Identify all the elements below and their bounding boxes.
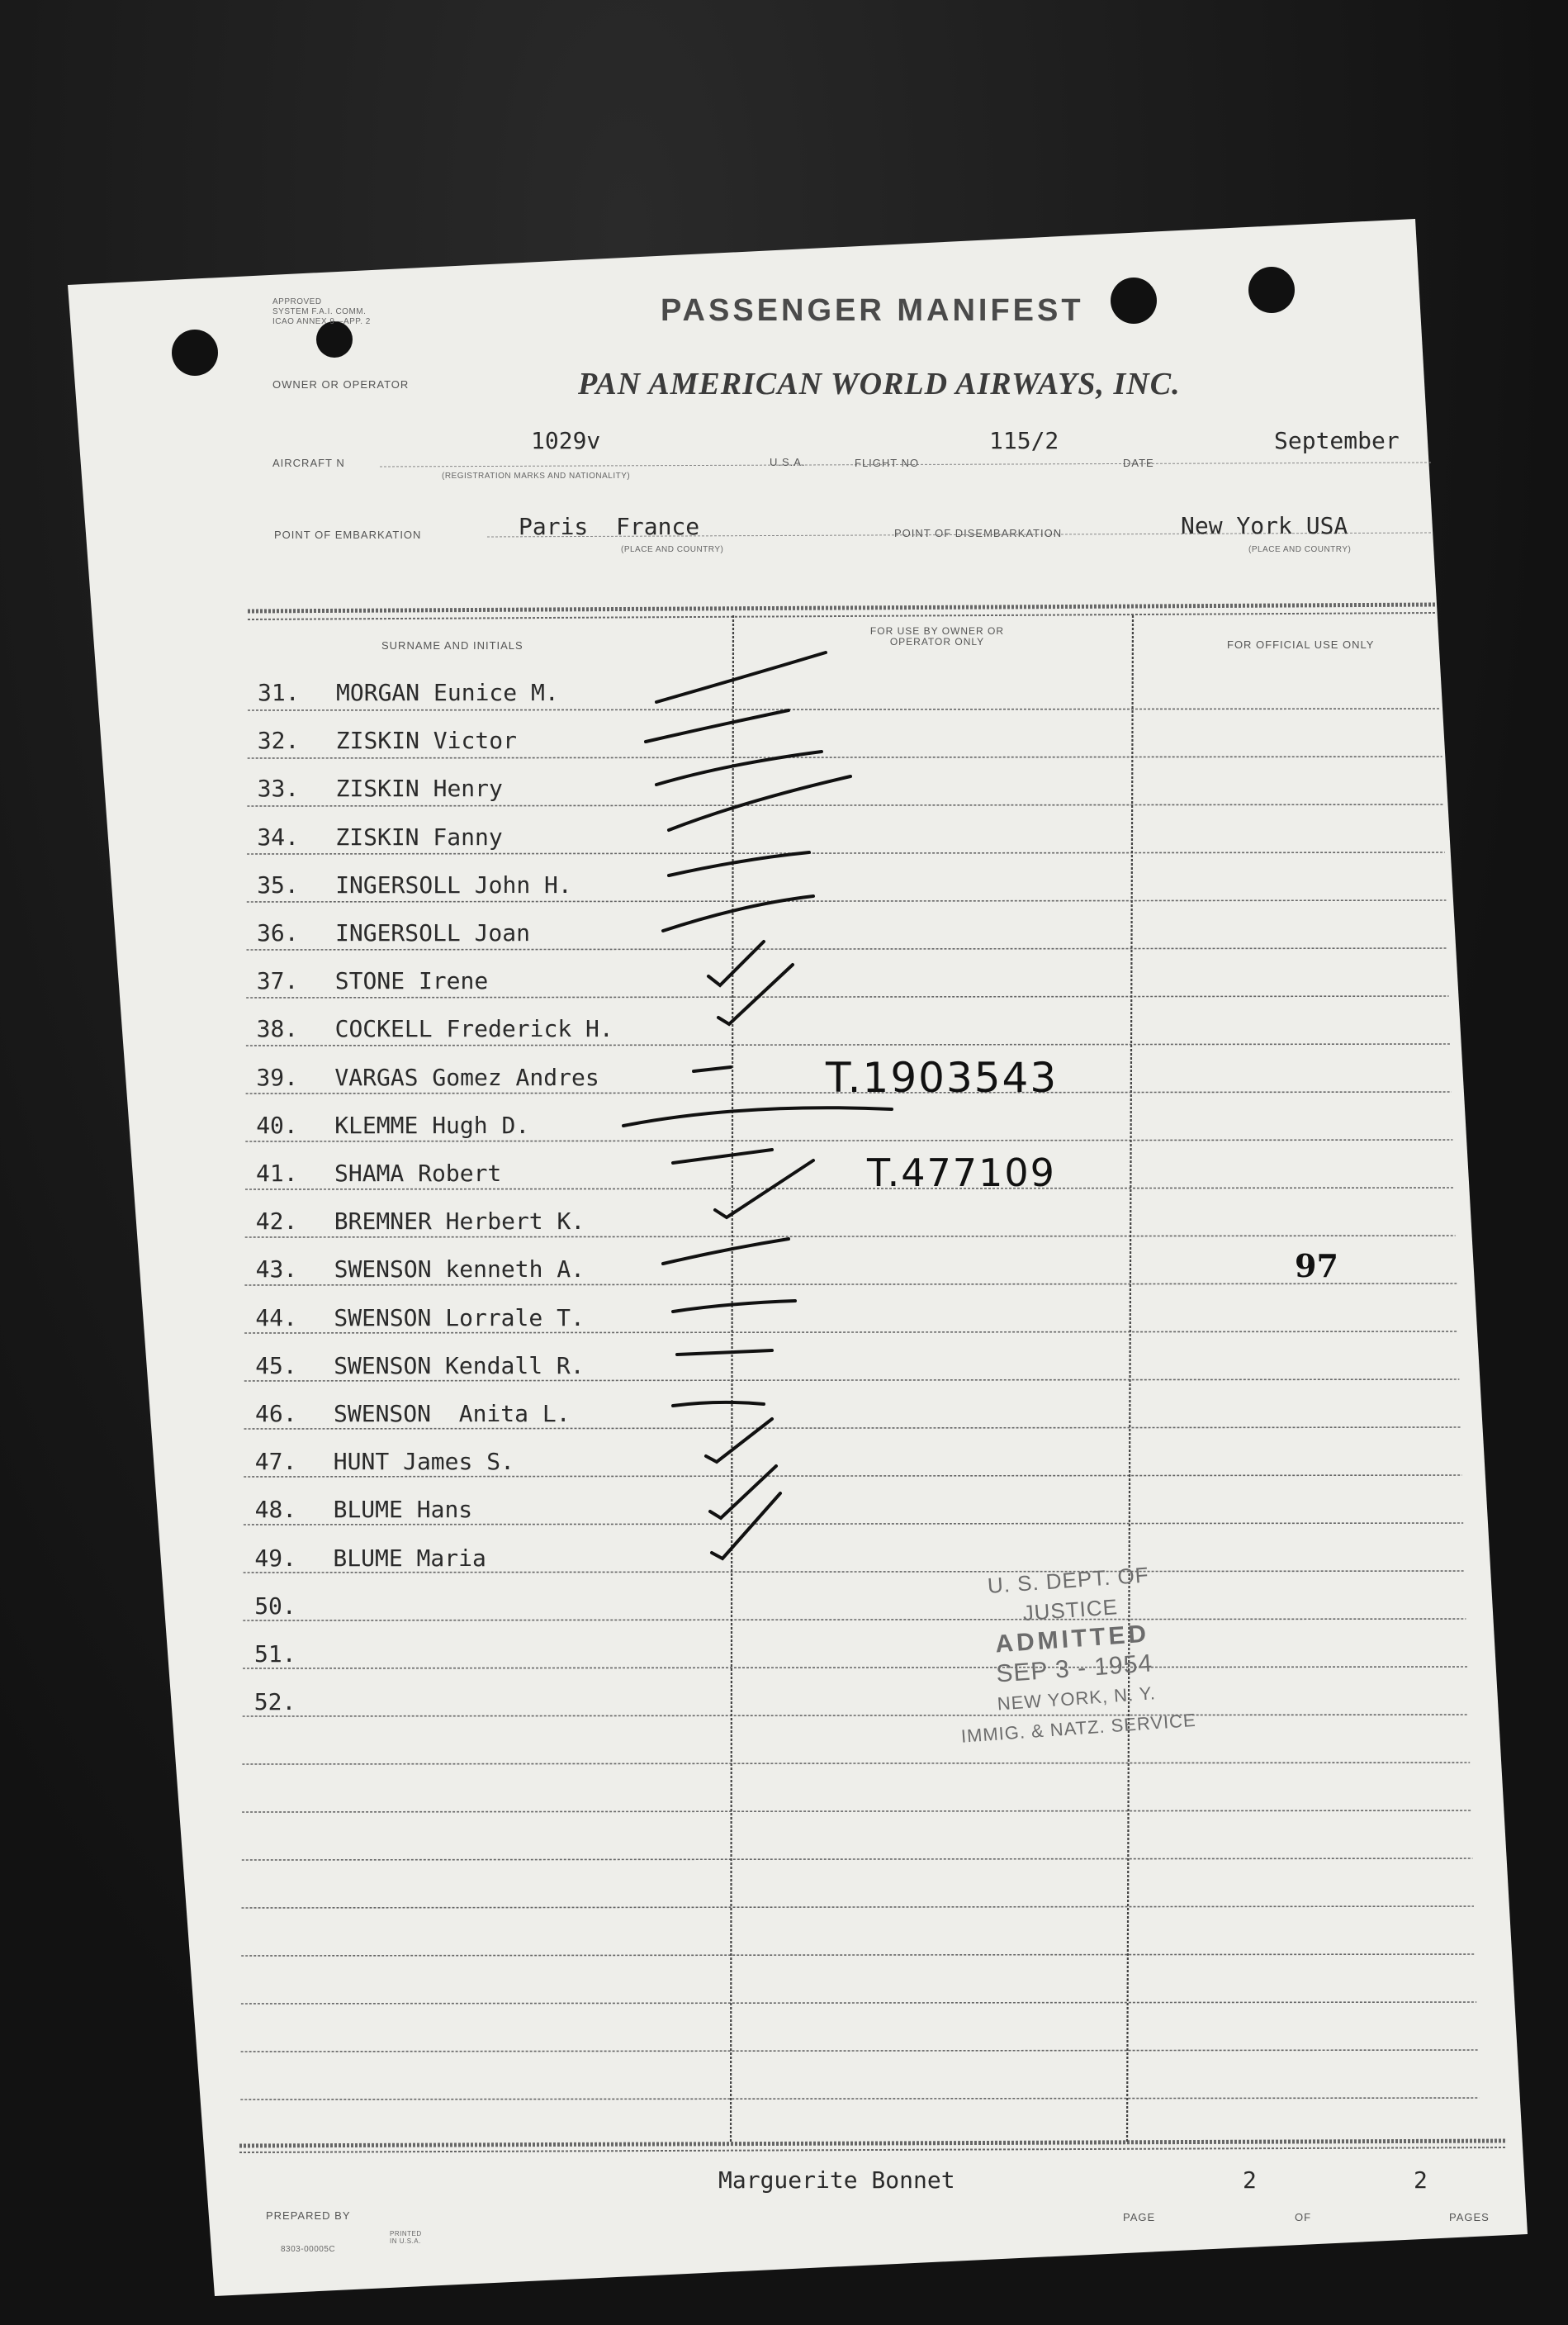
row-number: 33. bbox=[257, 775, 300, 803]
stamp-admitted: ADMITTED bbox=[994, 1620, 1151, 1658]
date-value: September bbox=[1274, 427, 1400, 454]
owner-name: PAN AMERICAN WORLD AIRWAYS, INC. bbox=[578, 367, 1181, 401]
dash-mark bbox=[663, 896, 813, 931]
dash-mark bbox=[677, 1350, 772, 1355]
row-number: 52. bbox=[253, 1688, 296, 1716]
passenger-name: VARGAS Gomez Andres bbox=[334, 1063, 599, 1091]
stamp-line: U. S. DEPT. OF JUSTICE bbox=[986, 1562, 1150, 1626]
embark-place-note: (PLACE AND COUNTRY) bbox=[621, 545, 724, 554]
row-number: 49. bbox=[254, 1544, 296, 1572]
check-mark bbox=[706, 1419, 772, 1462]
owner-label: OWNER OR OPERATOR bbox=[272, 378, 410, 391]
dash-mark bbox=[669, 776, 850, 830]
row-number: 48. bbox=[254, 1496, 297, 1524]
row-number: 50. bbox=[254, 1592, 296, 1620]
of-label: OF bbox=[1295, 2211, 1312, 2223]
passenger-name: BREMNER Herbert K. bbox=[334, 1208, 585, 1236]
passenger-name: SWENSON kenneth A. bbox=[334, 1255, 585, 1283]
row-number: 41. bbox=[256, 1160, 298, 1187]
dash-mark bbox=[694, 1067, 731, 1071]
column-header-official: FOR OFFICIAL USE ONLY bbox=[1227, 638, 1375, 651]
disembark-place-note: (PLACE AND COUNTRY) bbox=[1248, 545, 1352, 554]
passenger-name: ZISKIN Victor bbox=[335, 727, 517, 755]
handwritten-note-shama: T.477109 bbox=[867, 1151, 1056, 1195]
printed-note: PRINTED IN U.S.A. bbox=[390, 2230, 422, 2245]
dash-mark bbox=[663, 1239, 789, 1264]
dash-mark bbox=[656, 652, 826, 702]
column-header-owner: FOR USE BY OWNER OR OPERATOR ONLY bbox=[869, 625, 1005, 648]
flight-label: FLIGHT NO bbox=[855, 457, 920, 469]
dash-mark bbox=[673, 1402, 764, 1406]
stamp-line: NEW YORK, N. Y. bbox=[996, 1682, 1157, 1715]
row-number: 35. bbox=[257, 871, 299, 899]
column-header-names: SURNAME AND INITIALS bbox=[381, 639, 523, 652]
official-number: 97 bbox=[1295, 1247, 1338, 1284]
handwritten-note-vargas: T.1903543 bbox=[826, 1054, 1059, 1102]
approval-line: APPROVED bbox=[272, 297, 322, 306]
passenger-name: BLUME Maria bbox=[333, 1544, 486, 1572]
flight-value: 115/2 bbox=[989, 427, 1059, 454]
approval-line: SYSTEM F.A.I. COMM. bbox=[272, 307, 367, 316]
approval-line: ICAO ANNEX 9—APP. 2 bbox=[272, 317, 371, 326]
disembarkation-value: New York USA bbox=[1181, 512, 1348, 539]
form-code: 8303-00005C bbox=[281, 2245, 336, 2254]
passenger-name: SWENSON Lorrale T. bbox=[334, 1303, 585, 1331]
passenger-name: HUNT James S. bbox=[333, 1448, 514, 1476]
row-number: 51. bbox=[254, 1640, 296, 1668]
page-label: PAGE bbox=[1123, 2211, 1156, 2223]
embarkation-value: Paris France bbox=[519, 513, 700, 540]
passenger-name: ZISKIN Henry bbox=[335, 775, 503, 803]
form-title: PASSENGER MANIFEST bbox=[661, 293, 1084, 328]
passenger-name: MORGAN Eunice M. bbox=[336, 679, 559, 706]
prepared-by-value: Marguerite Bonnet bbox=[718, 2166, 955, 2194]
embarkation-label: POINT OF EMBARKATION bbox=[274, 529, 422, 541]
row-number: 43. bbox=[255, 1255, 298, 1283]
check-mark bbox=[712, 1493, 780, 1559]
disembarkation-label: POINT OF DISEMBARKATION bbox=[894, 527, 1063, 539]
passenger-name: SHAMA Robert bbox=[334, 1160, 502, 1187]
row-number: 38. bbox=[256, 1015, 299, 1043]
row-number: 40. bbox=[256, 1111, 298, 1139]
page-number: 2 bbox=[1243, 2166, 1257, 2194]
row-number: 34. bbox=[257, 823, 299, 851]
check-mark bbox=[715, 1160, 813, 1217]
dash-mark bbox=[646, 710, 789, 742]
row-number: 39. bbox=[256, 1063, 298, 1091]
passenger-name: ZISKIN Fanny bbox=[335, 823, 503, 851]
passenger-name: SWENSON Kendall R. bbox=[334, 1351, 585, 1379]
aircraft-value: 1029v bbox=[531, 427, 601, 454]
row-number: 31. bbox=[258, 679, 300, 706]
dash-mark bbox=[673, 1301, 795, 1312]
dash-mark bbox=[623, 1108, 892, 1126]
row-number: 42. bbox=[255, 1208, 298, 1236]
stamp-date: SEP 3 - 1954 bbox=[995, 1649, 1154, 1688]
registration-note: (REGISTRATION MARKS AND NATIONALITY) bbox=[442, 472, 631, 481]
row-number: 47. bbox=[254, 1448, 297, 1476]
passenger-name: INGERSOLL John H. bbox=[335, 871, 572, 899]
passenger-name: COCKELL Frederick H. bbox=[334, 1015, 613, 1043]
dash-mark bbox=[669, 852, 809, 875]
passenger-name: STONE Irene bbox=[334, 967, 489, 995]
stamp-line: IMMIG. & NATZ. SERVICE bbox=[960, 1709, 1197, 1747]
row-number: 36. bbox=[257, 919, 299, 947]
passenger-name: INGERSOLL Joan bbox=[335, 919, 531, 947]
passenger-name: SWENSON Anita L. bbox=[334, 1400, 571, 1427]
pages-label: PAGES bbox=[1449, 2211, 1490, 2223]
dash-mark bbox=[673, 1150, 772, 1163]
date-label: DATE bbox=[1123, 457, 1154, 469]
row-number: 44. bbox=[255, 1303, 297, 1331]
page-total: 2 bbox=[1414, 2166, 1428, 2194]
passenger-name: BLUME Hans bbox=[333, 1496, 473, 1524]
row-number: 37. bbox=[256, 967, 299, 995]
aircraft-label: AIRCRAFT N bbox=[272, 457, 345, 469]
check-mark bbox=[708, 942, 764, 985]
prepared-by-label: PREPARED BY bbox=[266, 2209, 351, 2222]
row-number: 32. bbox=[257, 727, 300, 755]
immigration-stamp bbox=[944, 1557, 1203, 1752]
row-number: 46. bbox=[255, 1400, 297, 1427]
row-number: 45. bbox=[255, 1351, 297, 1379]
passenger-name: KLEMME Hugh D. bbox=[334, 1111, 530, 1139]
dash-mark bbox=[656, 752, 822, 785]
nationality: U.S.A. bbox=[770, 456, 806, 468]
